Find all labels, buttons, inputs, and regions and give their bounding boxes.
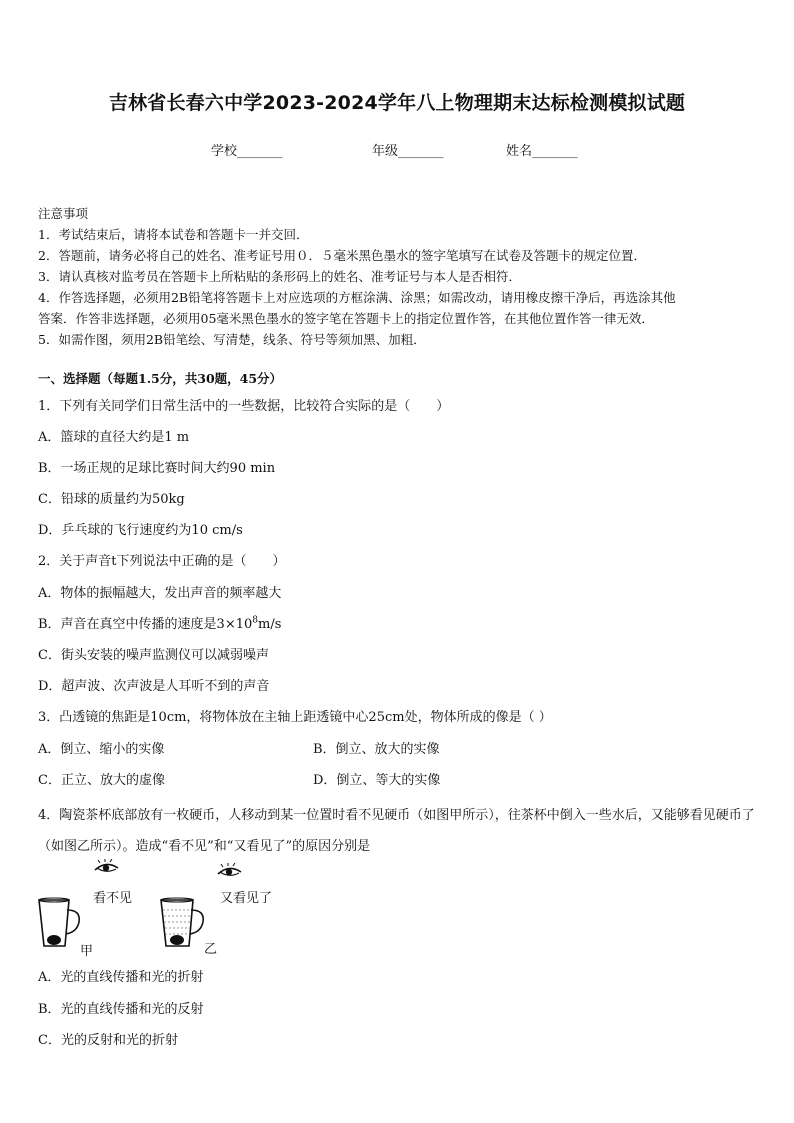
q3-stem: 3．凸透镜的焦距是10cm，将物体放在主轴上距透镜中心25cm处，物体所成的像是（ ） — [38, 710, 552, 725]
q1-option-c: C．铅球的质量约为50kg — [38, 492, 185, 507]
q2-stem: 2．关于声音t下列说法中正确的是（ ） — [38, 554, 286, 569]
note-item: 5．如需作图，须用2B铅笔绘、写清楚，线条、符号等须加黑、加粗． — [38, 332, 426, 347]
q3-option-d: D．倒立、等大的实像 — [313, 773, 441, 788]
fig-left-label: 甲 — [80, 944, 94, 959]
q1-stem: 1．下列有关同学们日常生活中的一些数据，比较符合实际的是（ ） — [38, 399, 450, 414]
fig-left-caption: 看不见 — [93, 891, 133, 906]
school-field: 学校_______ — [211, 144, 283, 159]
cup-empty-figure — [36, 896, 86, 952]
note-item: 4．作答选择题，必须用2B铅笔将答题卡上对应选项的方框涂满、涂黑；如需改动，请用橡皮擦干净后，再选涂其他 — [38, 290, 676, 305]
q1-option-b: B．一场正规的足球比赛时间大约90 min — [38, 461, 276, 476]
q3-option-b: B．倒立、放大的实像 — [313, 742, 440, 757]
q2-option-b-exponent: 8 — [252, 615, 258, 626]
grade-field: 年级_______ — [372, 144, 444, 159]
note-item: 2．答题前，请务必将自己的姓名、准考证号用０．５毫米黑色墨水的签字笔填写在试卷及答题卡的规定位置． — [38, 248, 646, 263]
q2-option-b-text: B．声音在真空中传播的速度是3×10 — [38, 617, 253, 632]
coin-icon — [170, 935, 184, 945]
q3-option-a: A．倒立、缩小的实像 — [38, 742, 165, 757]
name-field: 姓名_______ — [506, 144, 578, 159]
fig-right-caption: 又看见了 — [220, 891, 273, 906]
q3-option-c: C．正立、放大的虚像 — [38, 773, 165, 788]
coin-icon — [47, 935, 61, 945]
q2-option-d: D．超声波、次声波是人耳听不到的声音 — [38, 679, 270, 694]
cup-water-figure — [158, 896, 210, 952]
section-heading: 一、选择题（每题1.5分，共30题，45分） — [38, 371, 283, 386]
note-item: 答案．作答非选择题，必须用05毫米黑色墨水的签字笔在答题卡上的指定位置作答，在其他位置作答一律无效． — [38, 311, 654, 326]
q2-option-c: C．街头安装的噪声监测仪可以减弱噪声 — [38, 648, 269, 663]
q4-stem: 4．陶瓷茶杯底部放有一枚硬币，人移动到某一位置时看不见硬币（如图甲所示），往茶杯中倒入一些水后，又能够看见硬币了（如图乙所示）。造成“看不见”和“又看见了”的原因分别是 — [38, 808, 755, 854]
q2-option-a: A．物体的振幅越大，发出声音的频率越大 — [38, 586, 282, 601]
notes-heading: 注意事项 — [38, 206, 89, 221]
fig-right-label: 乙 — [204, 942, 218, 957]
notes-list — [38, 224, 758, 350]
q2-option-b-unit: m/s — [258, 617, 282, 632]
eye-icon — [92, 858, 122, 878]
q4-option-a: A．光的直线传播和光的折射 — [38, 970, 204, 985]
q2-option-b — [38, 613, 281, 632]
q4-option-c: C．光的反射和光的折射 — [38, 1033, 178, 1048]
q1-option-a: A．篮球的直径大约是1 m — [38, 430, 190, 445]
note-item: 3．请认真核对监考员在答题卡上所粘贴的条形码上的姓名、准考证号与本人是否相符． — [38, 269, 521, 284]
eye-icon — [215, 862, 245, 882]
note-item: 1．考试结束后，请将本试卷和答题卡一并交回． — [38, 227, 309, 242]
q1-option-d: D．乒乓球的飞行速度约为10 cm/s — [38, 523, 243, 538]
page-title: 吉林省长春六中学2023-2024学年八上物理期末达标检测模拟试题 — [108, 92, 686, 114]
q4-option-b: B．光的直线传播和光的反射 — [38, 1002, 204, 1017]
